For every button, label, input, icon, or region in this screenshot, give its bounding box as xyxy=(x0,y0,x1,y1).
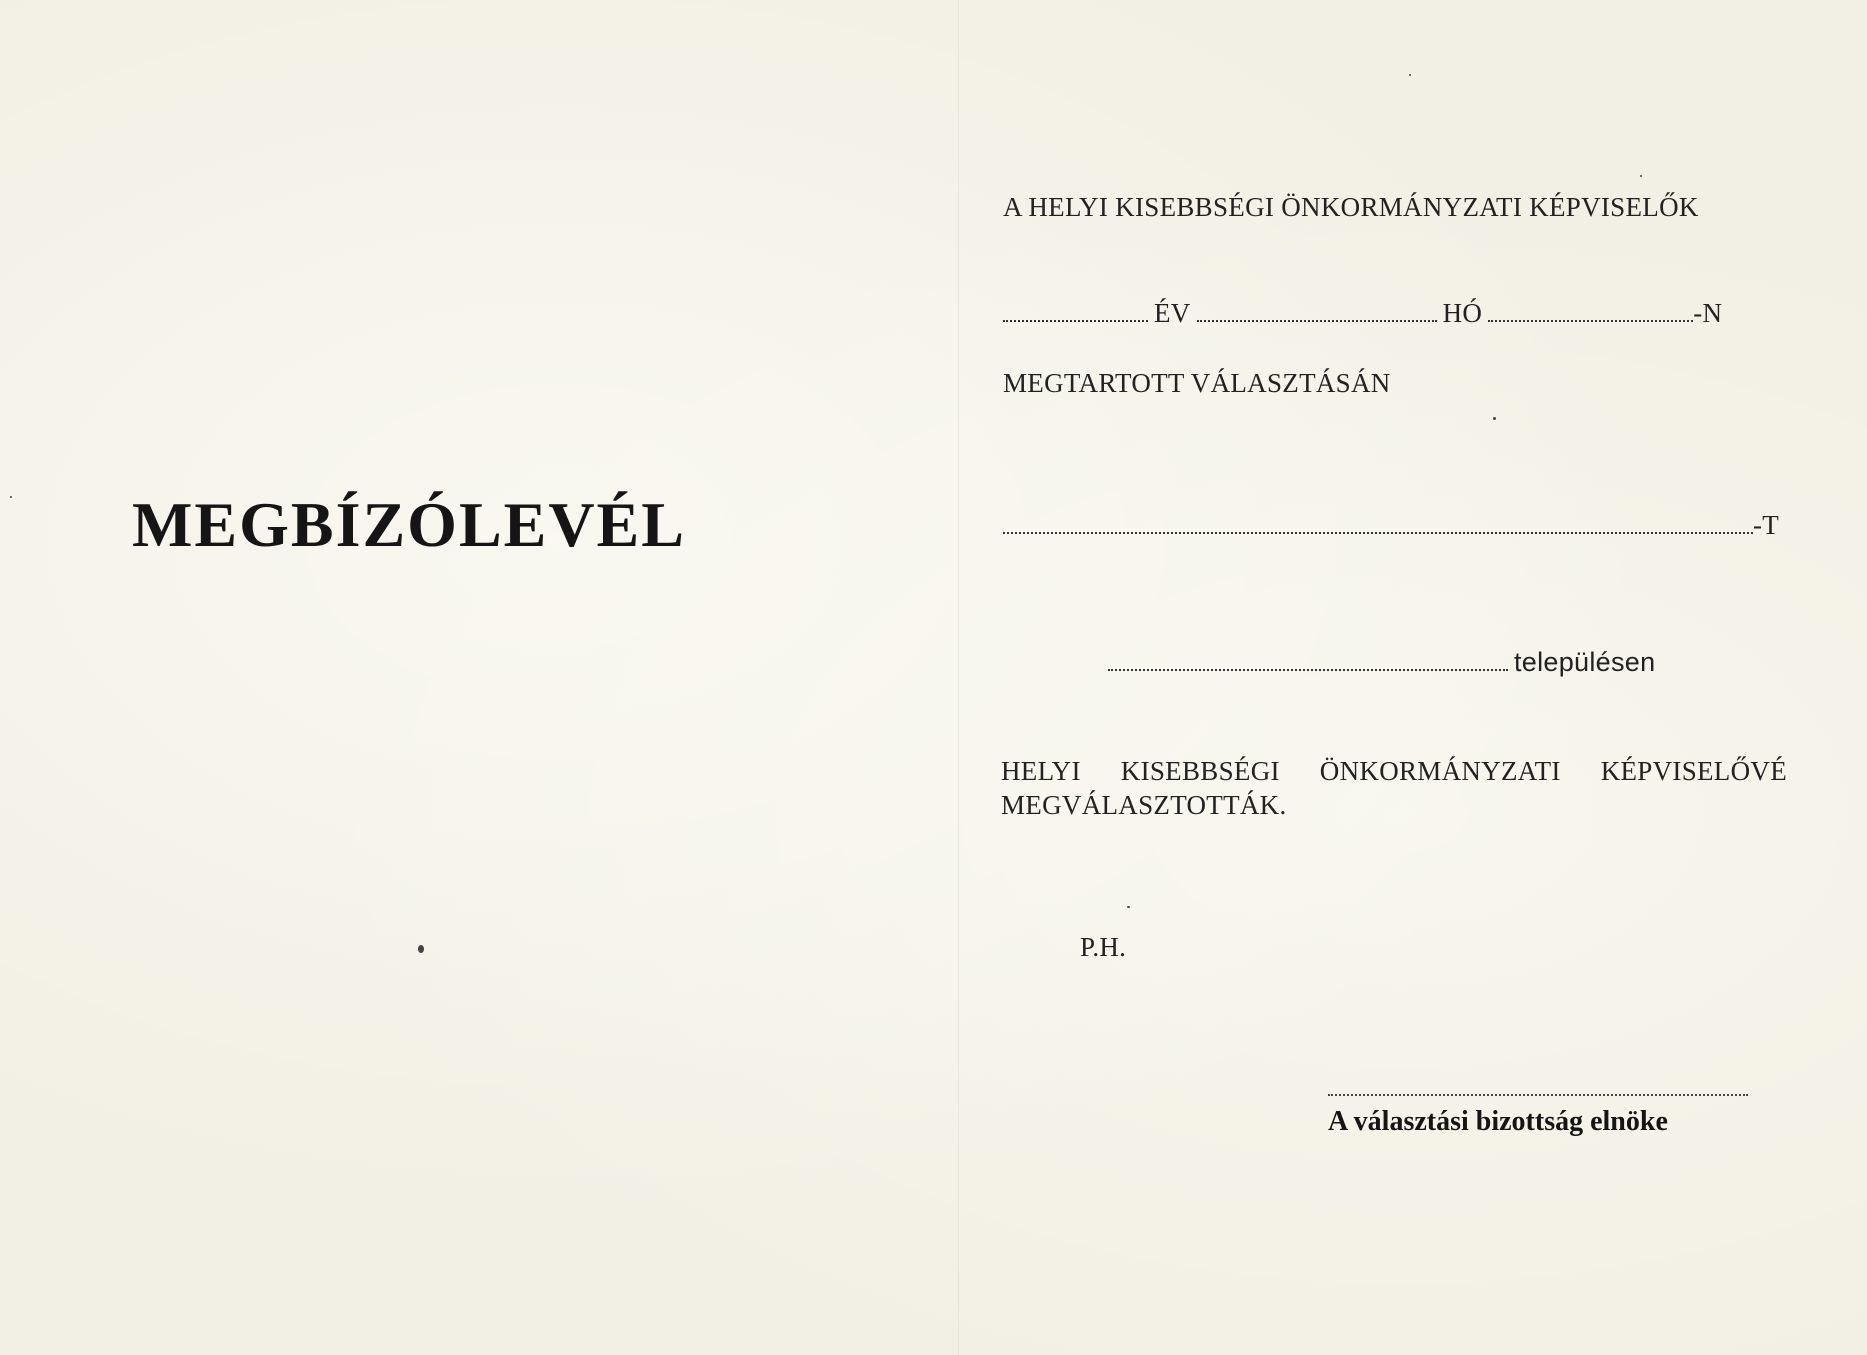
elected-line-1: HELYI KISEBBSÉGI ÖNKORMÁNYZATI KÉPVISELŐVÉ xyxy=(1001,756,1787,786)
signature-label: A választási bizottság elnöke xyxy=(1328,1106,1668,1137)
month-blank[interactable] xyxy=(1197,320,1437,322)
name-suffix: -T xyxy=(1753,510,1780,540)
election-line: MEGTARTOTT VÁLASZTÁSÁN xyxy=(1003,368,1391,398)
day-blank[interactable] xyxy=(1488,320,1693,322)
name-blank[interactable] xyxy=(1003,532,1753,534)
document-title: MEGBÍZÓLEVÉL xyxy=(132,489,686,560)
stamp-label: P.H. xyxy=(1080,932,1127,962)
settlement-blank[interactable] xyxy=(1108,669,1508,671)
year-blank[interactable] xyxy=(1003,320,1148,322)
heading-line: A HELYI KISEBBSÉGI ÖNKORMÁNYZATI KÉPVISELŐK xyxy=(1003,192,1699,222)
signature-blank[interactable] xyxy=(1328,1094,1748,1096)
year-label: ÉV xyxy=(1154,298,1191,328)
name-line xyxy=(1003,510,1779,541)
month-label: HÓ xyxy=(1442,298,1483,328)
fold-line xyxy=(958,0,959,1355)
elected-line-2: MEGVÁLASZTOTTÁK. xyxy=(1001,790,1287,820)
day-suffix: -N xyxy=(1693,298,1723,328)
date-line xyxy=(1003,298,1722,329)
settlement-label: településen xyxy=(1514,647,1656,677)
settlement-line xyxy=(1108,647,1655,678)
